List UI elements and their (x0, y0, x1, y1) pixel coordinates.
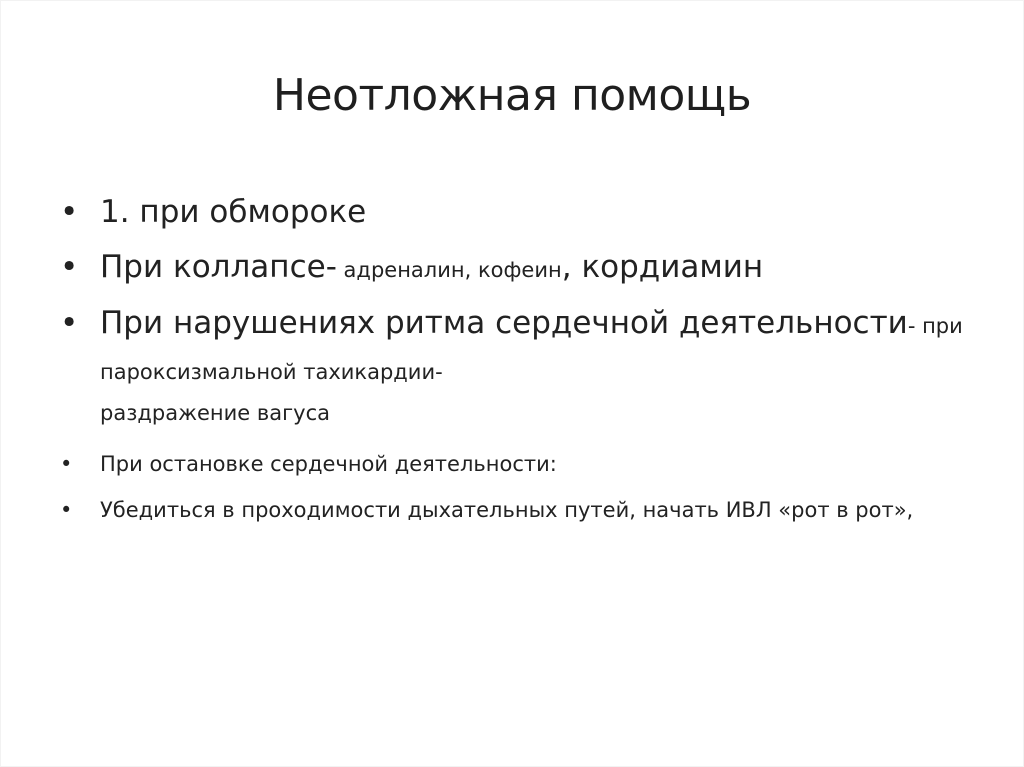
bullet-icon: • (60, 452, 73, 476)
list-item (60, 489, 990, 531)
bullet-icon: • (60, 498, 73, 522)
item-text: Убедиться в проходимости дыхательных путей, начать ИВЛ «рот в рот», (100, 498, 914, 522)
list-item (60, 443, 990, 485)
bullet-icon: • (60, 305, 79, 341)
item-tail: , кордиамин (561, 249, 764, 285)
item-text: При коллапсе- (100, 249, 337, 285)
bullet-icon: • (60, 249, 79, 285)
bullet-list (60, 190, 990, 531)
list-item (60, 245, 990, 291)
item-text: 1. при обмороке (100, 194, 367, 230)
item-detail: адреналин, кофеин (336, 258, 562, 282)
item-detail: - при пароксизмальной тахикардии- (100, 314, 963, 384)
item-text: При нарушениях ритма сердечной деятельности (100, 305, 908, 341)
bullet-icon: • (60, 194, 79, 230)
list-item (60, 301, 990, 433)
item-detail-continuation: раздражение вагуса (100, 401, 331, 425)
slide-title: Неотложная помощь (272, 70, 752, 121)
item-text: При остановке сердечной деятельности: (100, 452, 557, 476)
list-item (60, 190, 990, 234)
